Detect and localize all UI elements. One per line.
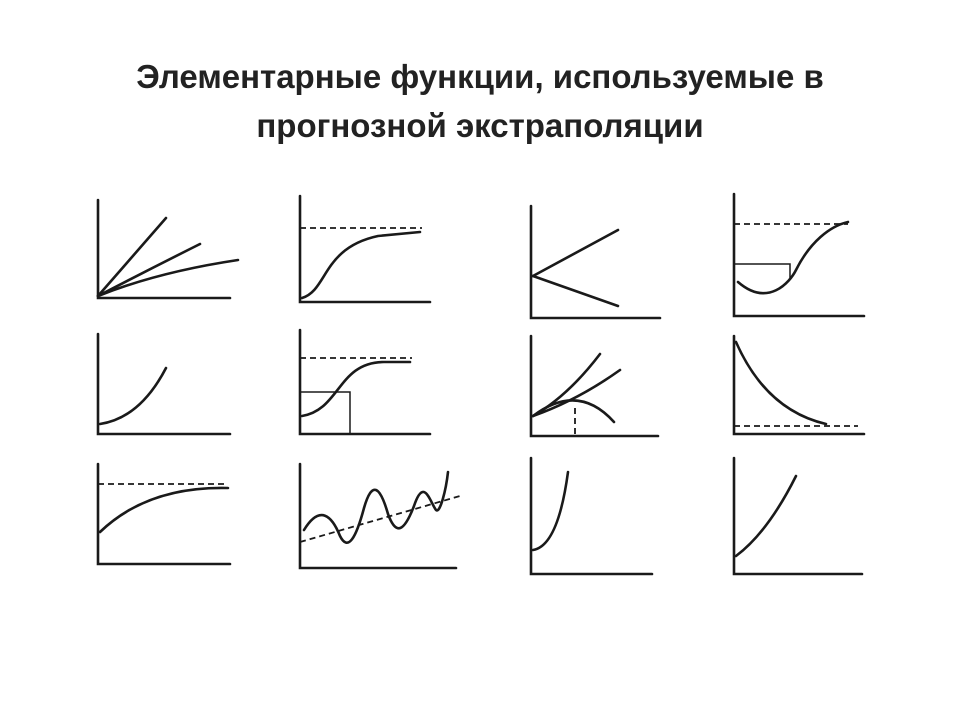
- function-graphs-figure: [78, 186, 878, 594]
- logistic-axes: [734, 194, 864, 316]
- modified-exponential-panel: [98, 464, 230, 564]
- power-function-panel: [98, 200, 238, 298]
- cubic-parabola-curve: [533, 472, 568, 550]
- cubic-parabola-axes: [531, 458, 652, 574]
- linear-axes: [531, 206, 660, 318]
- exponential-panel: [98, 334, 230, 434]
- hyperbolic-panel: [734, 336, 864, 434]
- quadratic-logistic-curve: [302, 362, 410, 416]
- gompertz-axes: [300, 196, 430, 302]
- combined-curve: [736, 476, 796, 556]
- slide-title: Элементарные функции, используемые в прогнозной экстраполяции: [136, 58, 824, 144]
- logistic-panel: [734, 194, 864, 316]
- modified-exp-curve: [100, 488, 228, 532]
- power-axes: [98, 200, 230, 298]
- hyperbolic-axes: [734, 336, 864, 434]
- oscillating-curve: [304, 472, 448, 543]
- linear-falling-line: [533, 276, 618, 306]
- combined-axes: [734, 458, 862, 574]
- oscillating-trend-line: [300, 496, 460, 542]
- quadratic-logistic-panel: [300, 330, 430, 434]
- exponential-curve: [100, 368, 166, 424]
- cubic-parabola-panel: [531, 458, 652, 574]
- quadratic-logistic-marker: [300, 392, 350, 434]
- logistic-symmetry-marker: [734, 264, 790, 278]
- parabola-panel: [531, 336, 658, 436]
- parabola-curve-up: [533, 354, 600, 416]
- power-curve-flat: [98, 260, 238, 296]
- hyperbolic-curve: [736, 342, 826, 424]
- gompertz-curve: [302, 232, 420, 298]
- quadratic-logistic-axes: [300, 330, 430, 434]
- linear-panel: [531, 206, 660, 318]
- modified-exp-axes: [98, 464, 230, 564]
- combined-exp-power-panel: [734, 458, 862, 574]
- linear-rising-line: [533, 230, 618, 276]
- function-graphs-svg: [78, 186, 878, 594]
- logistic-curve: [738, 222, 848, 293]
- gompertz-panel: [300, 196, 430, 302]
- oscillating-panel: [300, 464, 460, 568]
